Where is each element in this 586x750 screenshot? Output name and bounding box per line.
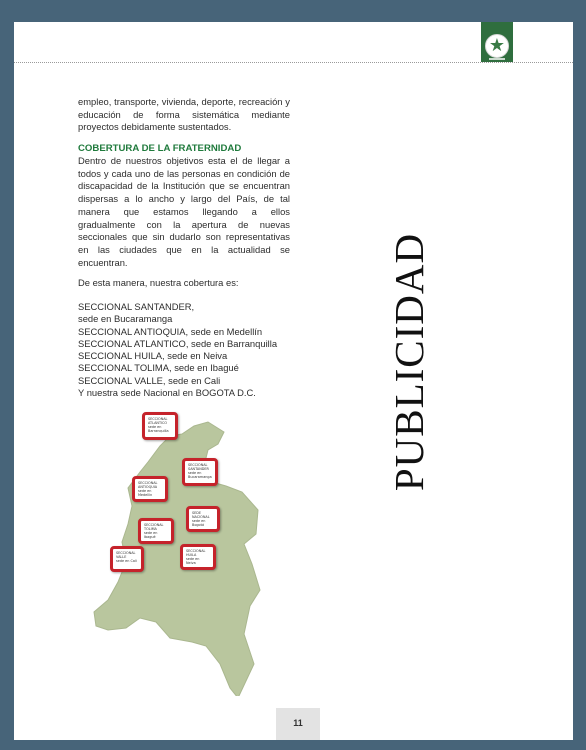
list-item: sede en Bucaramanga: [78, 313, 173, 325]
star-emblem-icon: ★: [488, 35, 506, 56]
map-pin-tolima: SECCIONAL TOLIMA sede en Ibagué: [138, 518, 174, 544]
list-item: SECCIONAL ATLANTICO, sede en Barranquilla: [78, 337, 278, 349]
emblem-circle: [485, 34, 509, 58]
section-paragraph: Dentro de nuestros objetivos esta el de llegar a todos y cada uno de las personas en condición de discapacidad de la Institución que se encuentran dispersas a lo ancho y largo del País, de tal manera que estamos llegando a ellos gradualmente con la apertura de nuevas seccionales que sin dudarlo son representativas en las ciudades que en la actualidad se encuentran.: [78, 155, 290, 268]
coverage-list: [78, 301, 308, 399]
list-item: SECCIONAL HUILA, sede en Neiva: [78, 350, 228, 362]
badge-stripe: [489, 58, 505, 60]
map-pin-atlantico: SECCIONAL ATLANTICO sede en Barranquilla: [142, 412, 178, 440]
side-title-text: PUBLICIDAD: [386, 232, 432, 492]
header-badge: [481, 22, 513, 62]
intro-paragraph: empleo, transporte, vivienda, deporte, recreación y educación de forma sistemática mediante proyectos debidamente sustentados.: [78, 96, 290, 133]
list-item: SECCIONAL VALLE, sede en Cali: [78, 374, 221, 386]
section-heading: COBERTURA DE LA FRATERNIDAD: [78, 143, 242, 154]
map-pin-santander: SECCIONAL SANTANDER sede en Bucaramanga: [182, 458, 218, 486]
list-item: SECCIONAL TOLIMA, sede en Ibagué: [78, 362, 239, 374]
map-pin-nacional: SEDE NACIONAL sede en Bogotá: [186, 506, 220, 532]
document-page: [14, 22, 573, 740]
map-pin-valle: SECCIONAL VALLE sede en Cali: [110, 546, 144, 572]
list-item: Y nuestra sede Nacional en BOGOTA D.C.: [78, 387, 256, 399]
list-item: SECCIONAL ANTIOQUIA, sede en Medellín: [78, 325, 263, 337]
page-number-tab: [276, 708, 320, 740]
side-title: [381, 232, 437, 492]
list-item: SECCIONAL SANTANDER,: [78, 301, 195, 312]
page-number: 11: [293, 718, 303, 728]
header-divider: [14, 62, 573, 63]
coverage-intro: De esta manera, nuestra cobertura es:: [78, 277, 239, 288]
map-pin-antioquia: SECCIONAL ANTIOQUIA sede en Medellín: [132, 476, 168, 502]
colombia-map: [74, 406, 264, 696]
map-shape: [74, 406, 264, 696]
map-pin-huila: SECCIONAL HUILA sede en Neiva: [180, 544, 216, 570]
